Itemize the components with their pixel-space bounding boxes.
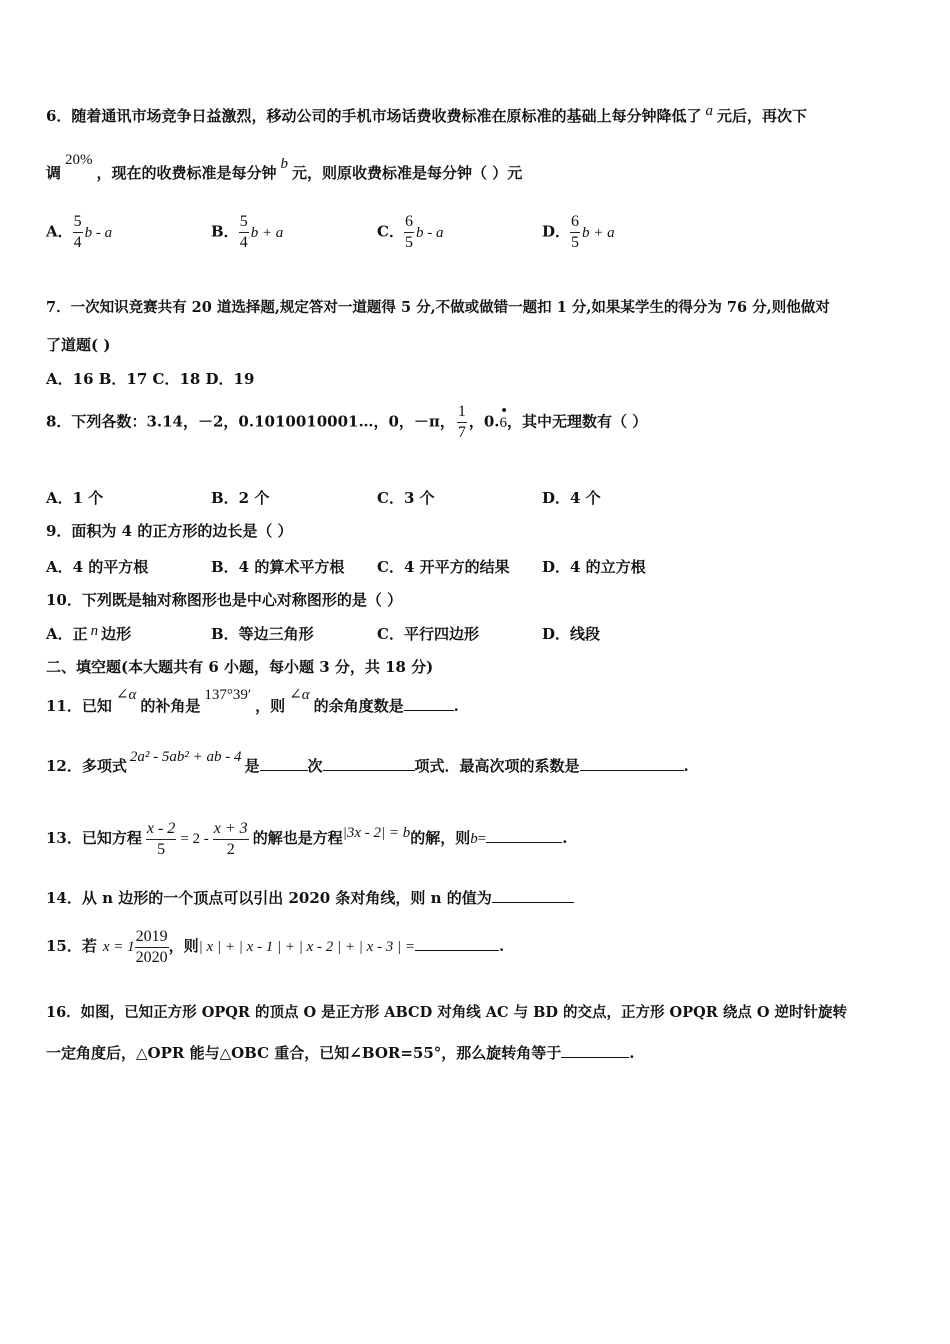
q13-answer-blank[interactable]: [486, 826, 562, 843]
q10-option-b[interactable]: B．等边三角形: [211, 625, 314, 643]
q9-option-d[interactable]: D．4 的立方根: [542, 558, 646, 576]
q9-option-b[interactable]: B．4 的算术平方根: [211, 558, 345, 576]
q7-options[interactable]: A．16 B．17 C．18 D．19: [46, 370, 255, 388]
q16-line1: 16．如图，已知正方形 OPQR 的顶点 O 是正方形 ABCD 对角线 AC 与 BD 的交点，正方形 OPQR 绕点 O 逆时针旋转: [46, 1004, 848, 1021]
q9-option-a[interactable]: A．4 的平方根: [46, 558, 149, 576]
repeating-decimal-digit: • 6: [499, 402, 508, 431]
q12-terms-blank[interactable]: [323, 754, 415, 771]
q8-option-b[interactable]: B．2 个: [211, 489, 270, 507]
q6-option-c[interactable]: C． $\frac{6}{5}$ b - a: [377, 213, 444, 251]
q8-option-c[interactable]: C．3 个: [377, 489, 435, 507]
q10-option-d[interactable]: D．线段: [542, 625, 601, 643]
q11-answer-blank[interactable]: [404, 694, 454, 711]
q16-line2: 一定角度后，△OPR 能与△OBC 重合，已知∠BOR=55°，那么旋转角等于 .: [46, 1041, 635, 1063]
q6-line1: 6．随着通讯市场竞争日益激烈，移动公司的手机市场话费收费标准在原标准的基础上每分钟降低了 a 元后，再次下: [46, 103, 807, 125]
q7-line2: 了道题( ): [46, 336, 111, 354]
q13-line: 13．已知方程 $\frac{x - 2}{5}$ = 2 - $\frac{x + 3}{2}$ 的解也是方程|3x - 2| = b的解，则b= .: [46, 819, 568, 858]
q16-answer-blank[interactable]: [561, 1041, 629, 1058]
q15-line: 15．若 x = 1 $\frac{2019}{2020}$ ，则| x | + | x - 1 | + | x - 2 | + | x - 3 | = .: [46, 927, 505, 966]
q10-option-a[interactable]: A．正 n 边形: [46, 623, 132, 643]
q9-line: 9．面积为 4 的正方形的边长是（ ）: [46, 522, 293, 540]
q6-option-a[interactable]: A． $\frac{5}{4}$ b - a: [46, 213, 113, 251]
q14-answer-blank[interactable]: [492, 886, 574, 903]
q6-option-d[interactable]: D． $\frac{6}{5}$ b + a: [542, 213, 615, 251]
q10-option-c[interactable]: C．平行四边形: [377, 625, 479, 643]
q6-line2: 调20%，现在的收费标准是每分钟 b 元，则原收费标准是每分钟（ ）元: [46, 152, 523, 182]
q9-option-c[interactable]: C．4 开平方的结果: [377, 558, 510, 576]
q8-option-a[interactable]: A．1 个: [46, 489, 104, 507]
q8-line: 8．下列各数：3.14，－2，0.1010010001…，0，－π， $\frac{1}{7}$ ，0. • 6，其中无理数有（ ）: [46, 402, 648, 441]
q11-line: 11．已知∠α的补角是137°39′，则∠α的余角度数是 .: [46, 687, 459, 715]
q7-line1: 7．一次知识竞赛共有 20 道选择题,规定答对一道题得 5 分,不做或做错一题扣 1 分,如果某学生的得分为 76 分,则他做对: [46, 299, 830, 316]
q8-option-d[interactable]: D．4 个: [542, 489, 601, 507]
q12-degree-blank[interactable]: [260, 754, 308, 771]
q6-option-b[interactable]: B． $\frac{5}{4}$ b + a: [211, 213, 284, 251]
q14-line: 14．从 n 边形的一个顶点可以引出 2020 条对角线，则 n 的值为: [46, 886, 574, 908]
q12-coefficient-blank[interactable]: [580, 754, 684, 771]
q15-answer-blank[interactable]: [415, 934, 499, 951]
q10-line: 10．下列既是轴对称图形也是中心对称图形的是（ ）: [46, 591, 403, 609]
q12-line: 12．多项式 2a² - 5ab² + ab - 4 是 次 项式．最高次项的系数是 .: [46, 749, 689, 775]
section-heading: 二、填空题(本大题共有 6 小题，每小题 3 分，共 18 分): [46, 658, 434, 676]
